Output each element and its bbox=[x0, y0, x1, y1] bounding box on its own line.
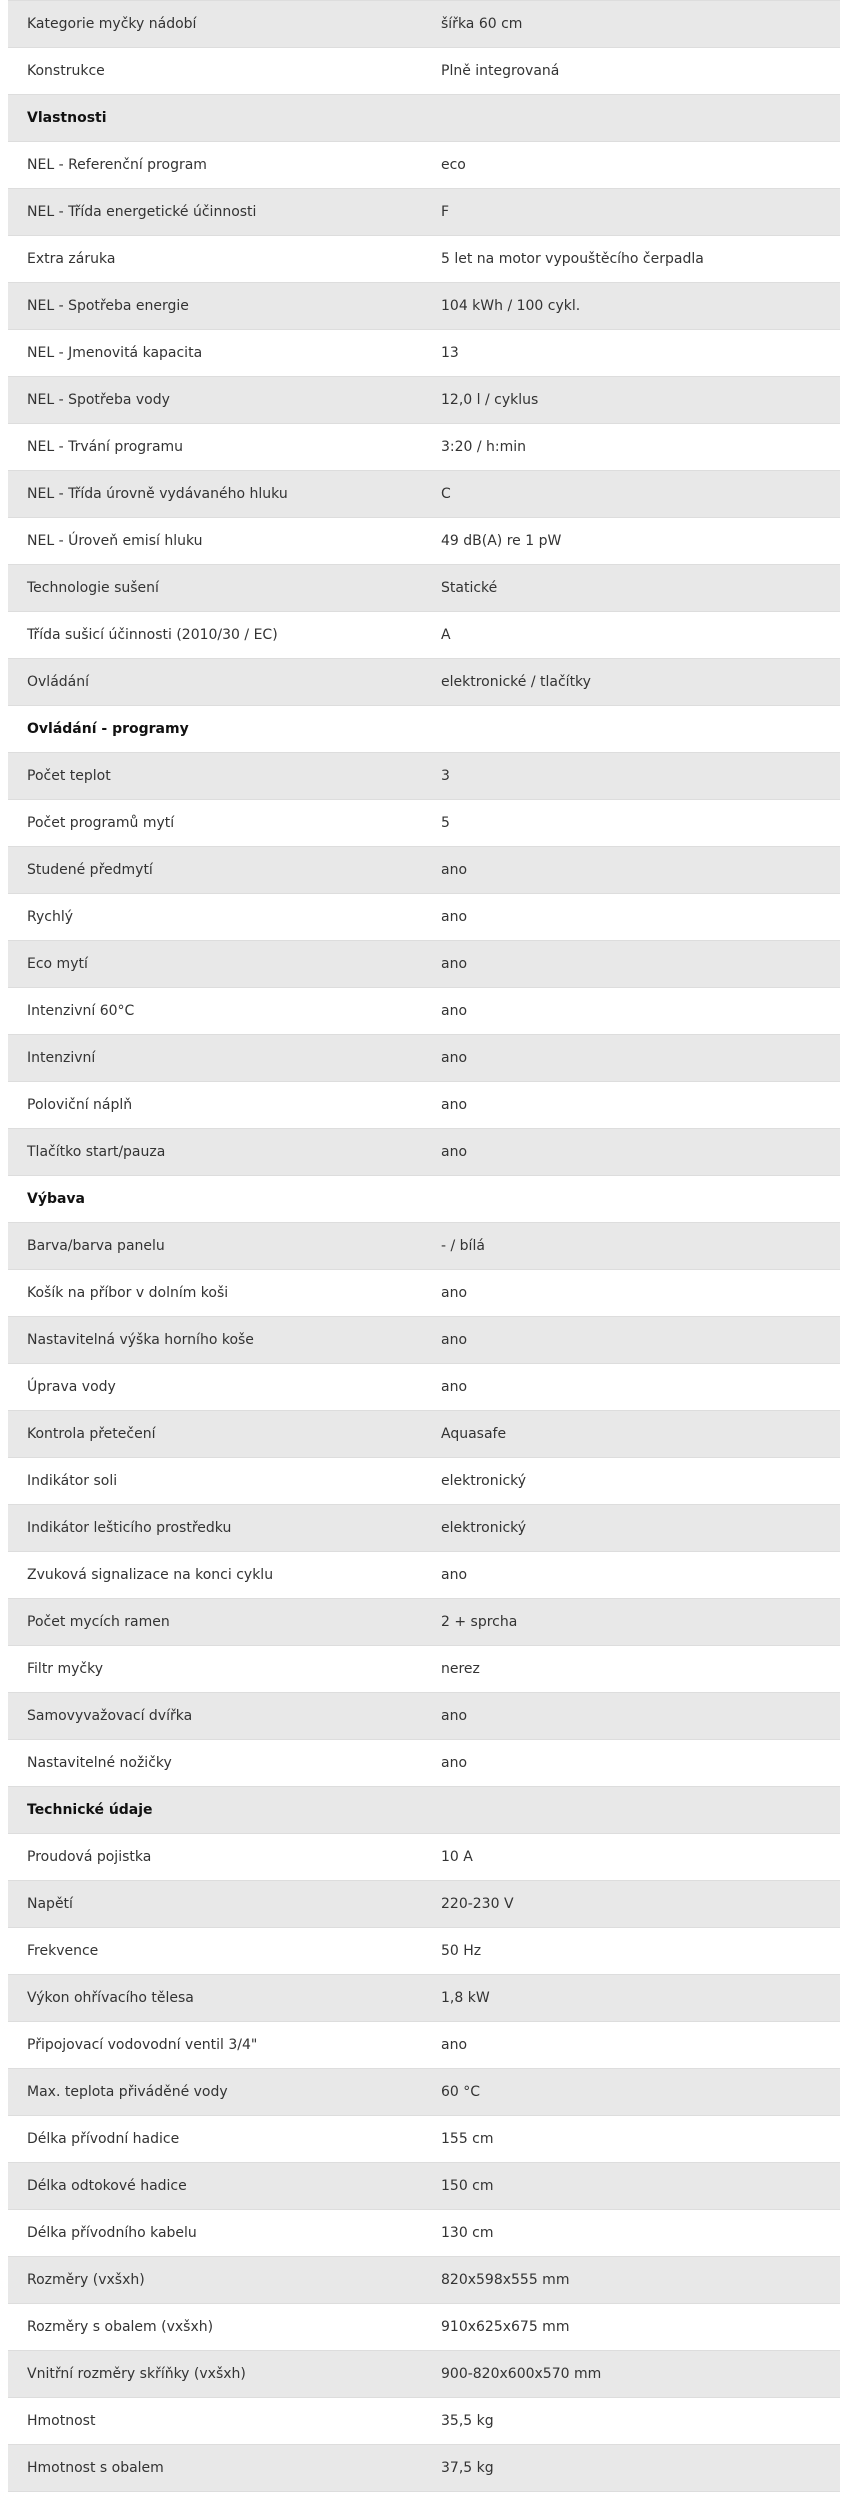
spec-value: ano bbox=[422, 1693, 840, 1740]
section-heading-row bbox=[8, 1787, 840, 1834]
spec-label: Frekvence bbox=[8, 1928, 422, 1975]
spec-value: A bbox=[422, 612, 840, 659]
spec-row bbox=[8, 2116, 840, 2163]
spec-table bbox=[8, 0, 840, 2492]
spec-value: elektronický bbox=[422, 1458, 840, 1505]
spec-value: eco bbox=[422, 142, 840, 189]
section-title: Vlastnosti bbox=[8, 95, 422, 142]
spec-value: 104 kWh / 100 cykl. bbox=[422, 283, 840, 330]
spec-row bbox=[8, 1270, 840, 1317]
spec-label: Rozměry (vxšxh) bbox=[8, 2257, 422, 2304]
spec-row bbox=[8, 1317, 840, 1364]
spec-label: Délka přívodní hadice bbox=[8, 2116, 422, 2163]
spec-label: Intenzivní bbox=[8, 1035, 422, 1082]
section-empty-cell bbox=[422, 1787, 840, 1834]
spec-row bbox=[8, 612, 840, 659]
spec-label: NEL - Trvání programu bbox=[8, 424, 422, 471]
spec-label: NEL - Referenční program bbox=[8, 142, 422, 189]
spec-value: 150 cm bbox=[422, 2163, 840, 2210]
spec-label: Počet teplot bbox=[8, 753, 422, 800]
spec-value: ano bbox=[422, 941, 840, 988]
spec-value: 60 °C bbox=[422, 2069, 840, 2116]
spec-row bbox=[8, 2445, 840, 2492]
spec-value: 3:20 / h:min bbox=[422, 424, 840, 471]
spec-label: Samovyvažovací dvířka bbox=[8, 1693, 422, 1740]
spec-value: ano bbox=[422, 1364, 840, 1411]
spec-row bbox=[8, 48, 840, 95]
spec-row bbox=[8, 1364, 840, 1411]
spec-row bbox=[8, 2069, 840, 2116]
spec-row bbox=[8, 1, 840, 48]
section-title: Výbava bbox=[8, 1176, 422, 1223]
spec-row bbox=[8, 2210, 840, 2257]
spec-label: Indikátor lešticího prostředku bbox=[8, 1505, 422, 1552]
spec-value: Plně integrovaná bbox=[422, 48, 840, 95]
spec-value: ano bbox=[422, 2022, 840, 2069]
spec-row bbox=[8, 1881, 840, 1928]
spec-value: ano bbox=[422, 988, 840, 1035]
spec-value: ano bbox=[422, 1035, 840, 1082]
spec-label: NEL - Třída energetické účinnosti bbox=[8, 189, 422, 236]
spec-row bbox=[8, 1599, 840, 1646]
spec-row bbox=[8, 800, 840, 847]
spec-value: 910x625x675 mm bbox=[422, 2304, 840, 2351]
spec-value: Statické bbox=[422, 565, 840, 612]
spec-row bbox=[8, 1082, 840, 1129]
spec-value: 220-230 V bbox=[422, 1881, 840, 1928]
spec-label: Úprava vody bbox=[8, 1364, 422, 1411]
spec-value: ano bbox=[422, 1740, 840, 1787]
spec-label: Konstrukce bbox=[8, 48, 422, 95]
spec-value: elektronický bbox=[422, 1505, 840, 1552]
spec-value: 10 A bbox=[422, 1834, 840, 1881]
spec-label: Výkon ohřívacího tělesa bbox=[8, 1975, 422, 2022]
spec-row bbox=[8, 1411, 840, 1458]
spec-row bbox=[8, 236, 840, 283]
spec-value: 155 cm bbox=[422, 2116, 840, 2163]
spec-label: Eco mytí bbox=[8, 941, 422, 988]
spec-row bbox=[8, 2351, 840, 2398]
spec-label: Počet mycích ramen bbox=[8, 1599, 422, 1646]
spec-value: 50 Hz bbox=[422, 1928, 840, 1975]
spec-row bbox=[8, 189, 840, 236]
spec-label: Napětí bbox=[8, 1881, 422, 1928]
spec-row bbox=[8, 142, 840, 189]
spec-label: Hmotnost bbox=[8, 2398, 422, 2445]
spec-value: - / bílá bbox=[422, 1223, 840, 1270]
spec-row bbox=[8, 1223, 840, 1270]
spec-value: 820x598x555 mm bbox=[422, 2257, 840, 2304]
spec-label: Vnitřní rozměry skříňky (vxšxh) bbox=[8, 2351, 422, 2398]
spec-label: Kategorie myčky nádobí bbox=[8, 1, 422, 48]
spec-label: Ovládání bbox=[8, 659, 422, 706]
spec-value: 5 let na motor vypouštěcího čerpadla bbox=[422, 236, 840, 283]
spec-row bbox=[8, 847, 840, 894]
spec-label: Rozměry s obalem (vxšxh) bbox=[8, 2304, 422, 2351]
spec-value: F bbox=[422, 189, 840, 236]
section-empty-cell bbox=[422, 95, 840, 142]
spec-row bbox=[8, 2257, 840, 2304]
spec-value: ano bbox=[422, 1129, 840, 1176]
spec-label: NEL - Jmenovitá kapacita bbox=[8, 330, 422, 377]
spec-value: 5 bbox=[422, 800, 840, 847]
spec-value: 35,5 kg bbox=[422, 2398, 840, 2445]
spec-label: Nastavitelné nožičky bbox=[8, 1740, 422, 1787]
spec-value: ano bbox=[422, 1317, 840, 1364]
spec-value: 12,0 l / cyklus bbox=[422, 377, 840, 424]
spec-label: NEL - Úroveň emisí hluku bbox=[8, 518, 422, 565]
spec-label: Délka odtokové hadice bbox=[8, 2163, 422, 2210]
spec-value: elektronické / tlačítky bbox=[422, 659, 840, 706]
spec-label: Poloviční náplň bbox=[8, 1082, 422, 1129]
spec-value: ano bbox=[422, 1082, 840, 1129]
spec-value: C bbox=[422, 471, 840, 518]
spec-value: ano bbox=[422, 1552, 840, 1599]
spec-label: Třída sušicí účinnosti (2010/30 / EC) bbox=[8, 612, 422, 659]
section-heading-row bbox=[8, 1176, 840, 1223]
spec-row bbox=[8, 2163, 840, 2210]
spec-value: 130 cm bbox=[422, 2210, 840, 2257]
spec-table-body bbox=[8, 1, 840, 2492]
spec-row bbox=[8, 1505, 840, 1552]
spec-label: NEL - Spotřeba vody bbox=[8, 377, 422, 424]
spec-label: Extra záruka bbox=[8, 236, 422, 283]
spec-row bbox=[8, 1834, 840, 1881]
spec-row bbox=[8, 424, 840, 471]
spec-row bbox=[8, 330, 840, 377]
spec-label: NEL - Třída úrovně vydávaného hluku bbox=[8, 471, 422, 518]
spec-row bbox=[8, 1740, 840, 1787]
spec-label: Indikátor soli bbox=[8, 1458, 422, 1505]
spec-value: šířka 60 cm bbox=[422, 1, 840, 48]
section-heading-row bbox=[8, 706, 840, 753]
spec-row bbox=[8, 1646, 840, 1693]
spec-row bbox=[8, 377, 840, 424]
spec-label: Intenzivní 60°C bbox=[8, 988, 422, 1035]
spec-label: Tlačítko start/pauza bbox=[8, 1129, 422, 1176]
spec-label: Počet programů mytí bbox=[8, 800, 422, 847]
spec-row bbox=[8, 753, 840, 800]
spec-row bbox=[8, 471, 840, 518]
spec-label: Barva/barva panelu bbox=[8, 1223, 422, 1270]
spec-label: Rychlý bbox=[8, 894, 422, 941]
spec-value: 1,8 kW bbox=[422, 1975, 840, 2022]
spec-value: 2 + sprcha bbox=[422, 1599, 840, 1646]
spec-row bbox=[8, 1458, 840, 1505]
section-empty-cell bbox=[422, 1176, 840, 1223]
spec-value: 900-820x600x570 mm bbox=[422, 2351, 840, 2398]
spec-label: Košík na příbor v dolním koši bbox=[8, 1270, 422, 1317]
spec-label: NEL - Spotřeba energie bbox=[8, 283, 422, 330]
spec-row bbox=[8, 659, 840, 706]
spec-value: 49 dB(A) re 1 pW bbox=[422, 518, 840, 565]
spec-row bbox=[8, 941, 840, 988]
spec-row bbox=[8, 1693, 840, 1740]
section-heading-row bbox=[8, 95, 840, 142]
spec-row bbox=[8, 565, 840, 612]
spec-row bbox=[8, 988, 840, 1035]
spec-row bbox=[8, 894, 840, 941]
section-title: Ovládání - programy bbox=[8, 706, 422, 753]
spec-value: Aquasafe bbox=[422, 1411, 840, 1458]
spec-label: Technologie sušení bbox=[8, 565, 422, 612]
spec-label: Proudová pojistka bbox=[8, 1834, 422, 1881]
spec-row bbox=[8, 1035, 840, 1082]
spec-value: nerez bbox=[422, 1646, 840, 1693]
spec-value: ano bbox=[422, 894, 840, 941]
spec-label: Filtr myčky bbox=[8, 1646, 422, 1693]
spec-label: Zvuková signalizace na konci cyklu bbox=[8, 1552, 422, 1599]
spec-row bbox=[8, 1129, 840, 1176]
spec-value: 3 bbox=[422, 753, 840, 800]
spec-row bbox=[8, 518, 840, 565]
spec-label: Délka přívodního kabelu bbox=[8, 2210, 422, 2257]
spec-value: 37,5 kg bbox=[422, 2445, 840, 2492]
spec-row bbox=[8, 2398, 840, 2445]
spec-label: Studené předmytí bbox=[8, 847, 422, 894]
spec-value: 13 bbox=[422, 330, 840, 377]
spec-row bbox=[8, 1552, 840, 1599]
section-title: Technické údaje bbox=[8, 1787, 422, 1834]
section-empty-cell bbox=[422, 706, 840, 753]
spec-label: Připojovací vodovodní ventil 3/4" bbox=[8, 2022, 422, 2069]
spec-label: Max. teplota přiváděné vody bbox=[8, 2069, 422, 2116]
spec-label: Hmotnost s obalem bbox=[8, 2445, 422, 2492]
spec-row bbox=[8, 1928, 840, 1975]
spec-row bbox=[8, 2304, 840, 2351]
spec-label: Nastavitelná výška horního koše bbox=[8, 1317, 422, 1364]
spec-row bbox=[8, 2022, 840, 2069]
spec-label: Kontrola přetečení bbox=[8, 1411, 422, 1458]
spec-row bbox=[8, 1975, 840, 2022]
spec-row bbox=[8, 283, 840, 330]
spec-value: ano bbox=[422, 847, 840, 894]
spec-value: ano bbox=[422, 1270, 840, 1317]
